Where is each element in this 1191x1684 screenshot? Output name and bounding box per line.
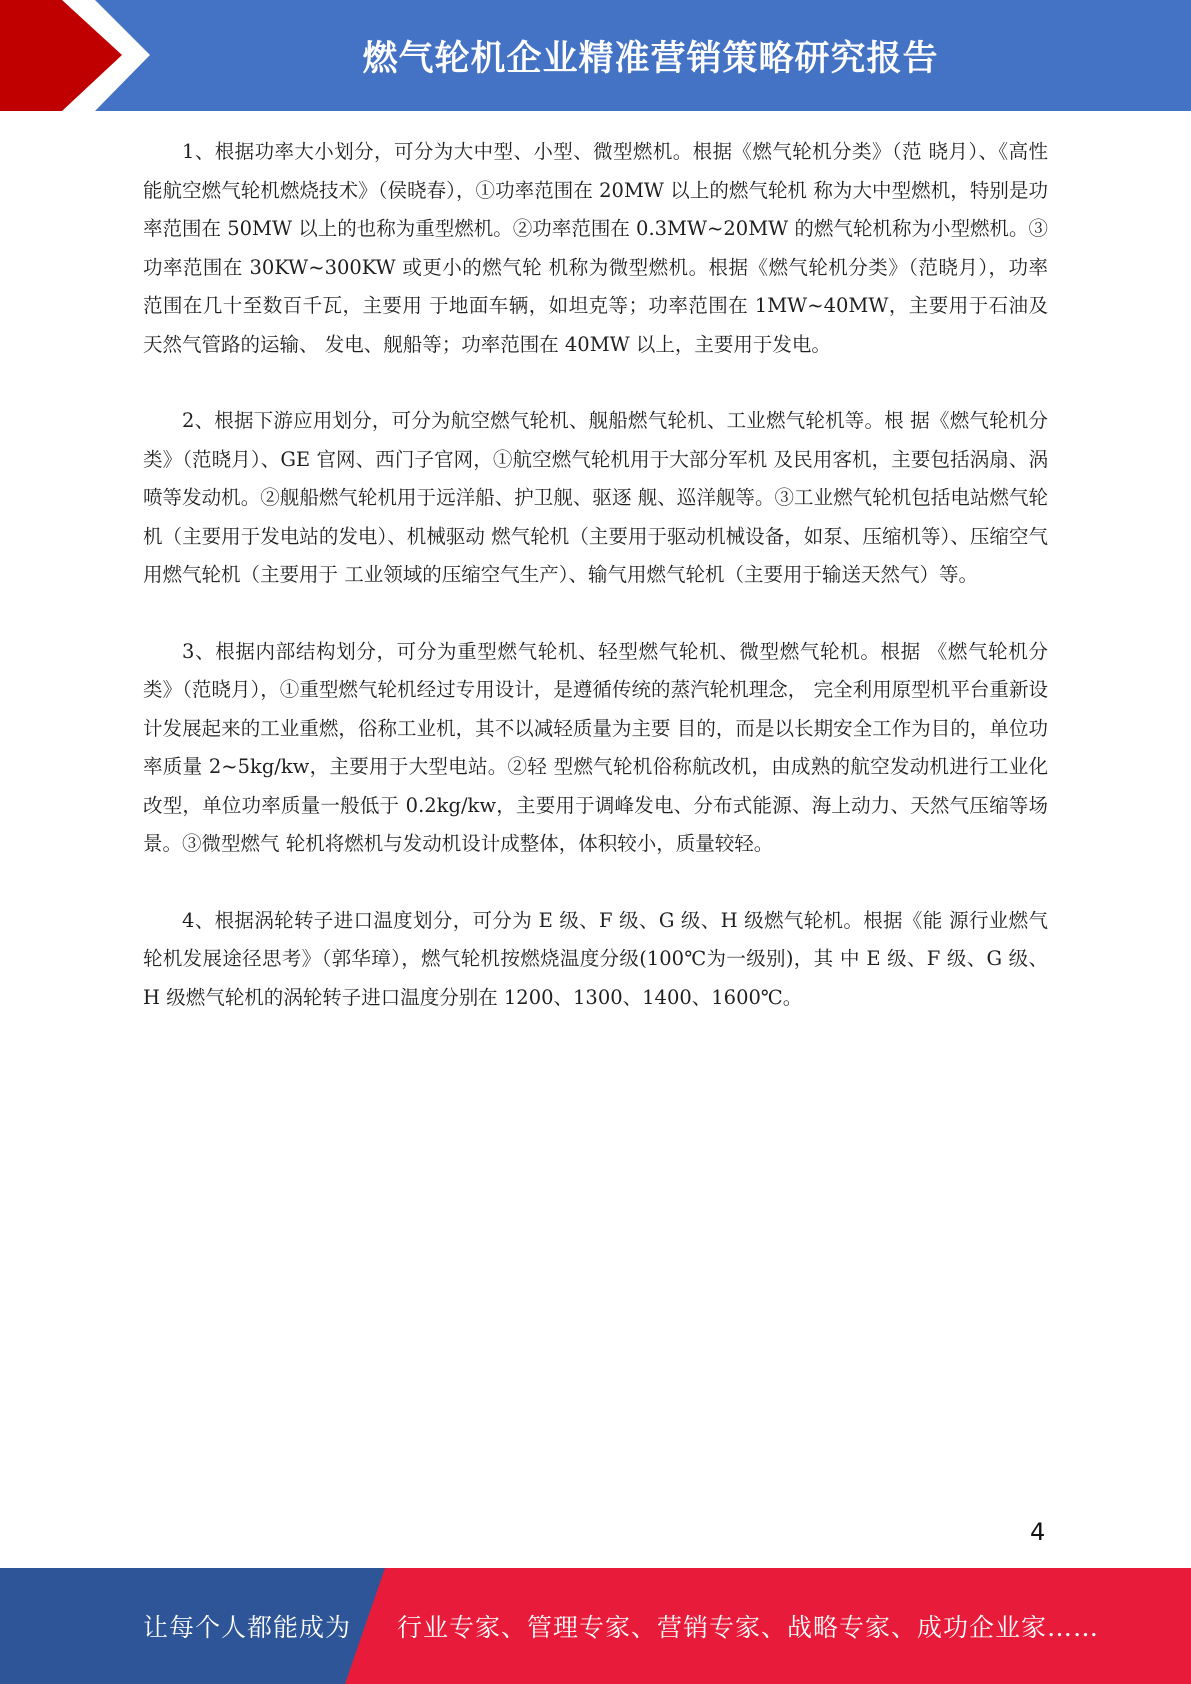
document-title: 燃气轮机企业精准营销策略研究报告 bbox=[362, 38, 939, 79]
footer-slogan-right: 行业专家、管理专家、营销专家、战略专家、成功企业家…… bbox=[397, 1613, 1100, 1642]
paragraph-structure-classification: 3、根据内部结构划分，可分为重型燃气轮机、轻型燃气轮机、微型燃气轮机。根据 《燃气轮机分类》（范晓月），①重型燃气轮机经过专用设计，是遵循传统的蒸汽轮机理念， 完全利用原型机平台重新设计发展起来的工业重燃，俗称工业机，其不以减轻质量为主要 目的，而是以长期安全工作为目的，单位功率质量 2~5kg/kw，主要用于大型电站。②轻 型燃气轮机俗称航改机，由成熟的航空发动机进行工业化改型，单位功率质量一般低于 0.2kg/kw，主要用于调峰发电、分布式能源、海上动力、天然气压缩等场景。③微型燃气 轮机将燃机与发动机设计成整体，体积较小，质量较轻。 bbox=[143, 639, 1048, 855]
paragraph-application-classification: 2、根据下游应用划分，可分为航空燃气轮机、舰船燃气轮机、工业燃气轮机等。根 据《燃气轮机分类》（范晓月）、GE 官网、西门子官网，①航空燃气轮机用于大部分军机 及民用客机，主要包括涡扇、涡喷等发动机。②舰船燃气轮机用于远洋船、护卫舰、驱逐 舰、巡洋舰等。③工业燃气轮机包括电站燃气轮机（主要用于发电站的发电）、机械驱动 燃气轮机（主要用于驱动机械设备，如泵、压缩机等）、压缩空气用燃气轮机（主要用于 工业领域的压缩空气生产）、输气用燃气轮机（主要用于输送天然气）等。 bbox=[143, 409, 1048, 586]
document-body bbox=[143, 133, 1048, 1055]
footer-slogan-left: 让每个人都能成为 bbox=[143, 1613, 352, 1642]
page-header bbox=[0, 0, 1191, 111]
page-number: 4 bbox=[1030, 1518, 1046, 1546]
paragraph-power-classification: 1、根据功率大小划分，可分为大中型、小型、微型燃机。根据《燃气轮机分类》（范 晓月）、《高性能航空燃气轮机燃烧技术》（侯晓春），①功率范围在 20MW 以上的燃气轮机 称为大中型燃机，特别是功率范围在 50MW 以上的也称为重型燃机。②功率范围在 0.3MW~20MW 的燃气轮机称为小型燃机。③功率范围在 30KW~300KW 或更小的燃气轮 机称为微型燃机。根据《燃气轮机分类》（范晓月），功率范围在几十至数百千瓦，主要用 于地面车辆，如坦克等；功率范围在 1MW~40MW，主要用于石油及天然气管路的运输、 发电、舰船等；功率范围在 40MW 以上，主要用于发电。 bbox=[143, 140, 1048, 356]
paragraph-temperature-classification: 4、根据涡轮转子进口温度划分，可分为 E 级、F 级、G 级、H 级燃气轮机。根据《能 源行业燃气轮机发展途径思考》（郭华璋），燃气轮机按燃烧温度分级(100℃为一级别)，其 中 E 级、F 级、G 级、H 级燃气轮机的涡轮转子进口温度分别在 1200、1300、1400、1600℃。 bbox=[143, 908, 1048, 1009]
chevron-arrow-icon bbox=[0, 0, 160, 111]
page-footer bbox=[0, 1568, 1191, 1684]
